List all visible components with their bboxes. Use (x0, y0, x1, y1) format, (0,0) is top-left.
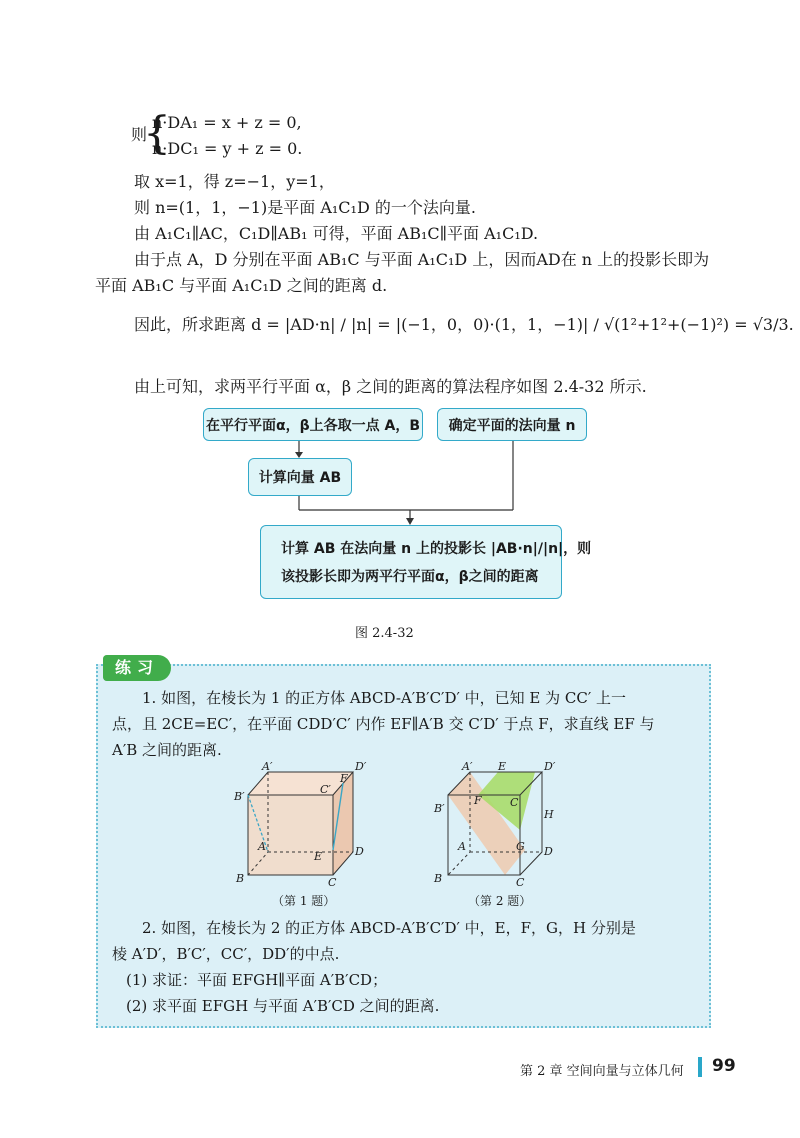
text-line-2: 则 n=(1，1，−1)是平面 A₁C₁D 的一个法向量. (134, 198, 476, 217)
svg-text:B′: B′ (234, 790, 245, 803)
flow-box-2-label: 确定平面的法向量 n (448, 417, 576, 434)
figure-1-caption: （第 1 题） (272, 894, 336, 908)
chapter-footer: 第 2 章 空间向量与立体几何 (520, 1064, 684, 1079)
svg-text:B: B (434, 872, 443, 885)
page-number: 99 (712, 1056, 736, 1076)
svg-text:A: A (458, 840, 466, 853)
svg-text:D: D (544, 845, 553, 858)
q2-line-3: (1) 求证：平面 EFGH∥平面 A′B′CD； (126, 971, 388, 989)
ze-label: 则 (131, 125, 148, 144)
svg-text:A′: A′ (262, 760, 273, 773)
svg-text:C: C (510, 796, 519, 809)
distance-formula: 因此，所求距离 d = |AD·n| / |n| = |(−1，0，0)·(1，1，−1)| / √(1²+1²+(−1)²) = √3/3. (134, 315, 794, 334)
svg-text:G: G (516, 840, 525, 853)
q1-line-1: 1. 如图，在棱长为 1 的正方体 ABCD-A′B′C′D′ 中，已知 E 为 CC′ 上一 (142, 689, 627, 707)
q1-line-2: 点，且 2CE=EC′，在平面 CDD′C′ 内作 EF∥A′B 交 C′D′ 于点 F，求直线 EF 与 (112, 715, 655, 733)
q1-line-3: A′B 之间的距离. (112, 741, 222, 759)
flow-box-4-line2: 该投影长即为两平行平面α，β之间的距离 (281, 569, 539, 585)
flow-box-projection (260, 525, 592, 599)
figure-2-caption: （第 2 题） (468, 894, 532, 908)
figure-2-cube (430, 760, 570, 888)
text-line-5: 平面 AB₁C 与平面 A₁C₁D 之间的距离 d. (95, 276, 388, 295)
q2-line-2: 棱 A′D′，B′C′，CC′，DD′的中点. (112, 945, 340, 963)
q2-line-4: (2) 求平面 EFGH 与平面 A′B′CD 之间的距离. (126, 997, 440, 1015)
svg-text:C: C (516, 876, 525, 888)
q2-line-1: 2. 如图，在棱长为 2 的正方体 ABCD-A′B′C′D′ 中，E，F，G，H 分别是 (142, 919, 636, 937)
svg-text:A′: A′ (462, 760, 473, 773)
exercise-tag: 练习 (103, 655, 171, 681)
svg-text:F: F (474, 794, 482, 807)
equation-1: n·DA₁ = x + z = 0, (152, 113, 302, 132)
svg-text:D′: D′ (355, 760, 367, 773)
svg-text:E: E (498, 760, 507, 773)
svg-text:C: C (328, 876, 337, 888)
svg-text:F: F (340, 772, 348, 785)
flow-box-pick-points (203, 408, 423, 441)
footer-bar (698, 1057, 702, 1077)
text-line-4: 由于点 A，D 分别在平面 AB₁C 与平面 A₁C₁D 上，因而AD在 n 上的投影长即为 (134, 250, 710, 269)
flow-box-normal-vector (437, 408, 587, 441)
figure-caption: 图 2.4-32 (355, 626, 414, 641)
svg-text:H: H (544, 808, 554, 821)
svg-text:B′: B′ (434, 802, 445, 815)
flow-box-compute-vector (248, 458, 352, 496)
svg-text:D′: D′ (544, 760, 556, 773)
flow-box-3-label: 计算向量 AB (258, 470, 342, 486)
svg-text:C′: C′ (320, 783, 331, 796)
flow-box-4-line1: 计算 AB 在法向量 n 上的投影长 |AB·n|/|n|，则 (281, 541, 592, 557)
svg-text:A: A (258, 840, 266, 853)
svg-text:B: B (236, 872, 245, 885)
figure-1-cube (228, 760, 378, 888)
svg-text:D: D (355, 845, 364, 858)
system-brace: { (143, 108, 171, 159)
svg-text:E: E (314, 850, 323, 863)
text-line-7: 由上可知，求两平行平面 α，β 之间的距离的算法程序如图 2.4-32 所示. (134, 377, 647, 396)
text-line-1: 取 x=1，得 z=−1，y=1， (134, 172, 335, 191)
equation-2: n·DC₁ = y + z = 0. (152, 139, 303, 158)
text-line-3: 由 A₁C₁∥AC，C₁D∥AB₁ 可得，平面 AB₁C∥平面 A₁C₁D. (134, 224, 539, 243)
flow-box-1-label: 在平行平面α，β上各取一点 A，B (205, 417, 421, 434)
